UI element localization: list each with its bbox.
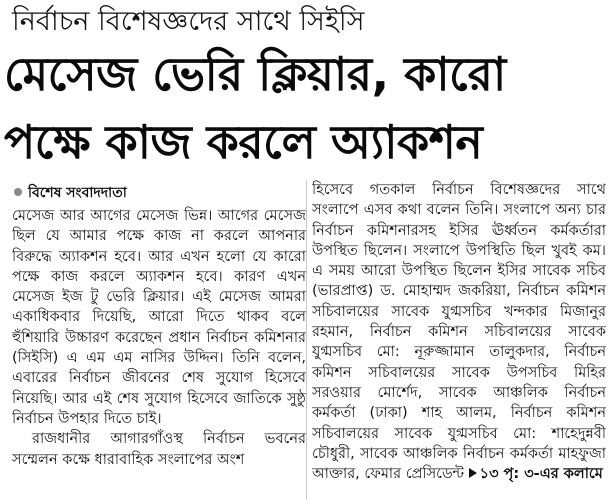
kicker-headline: নির্বাচন বিশেষজ্ঞদের সাথে সিইসি [12, 6, 365, 37]
headline-line-2: পক্ষে কাজ করলে অ্যাকশন [4, 115, 483, 169]
article-paragraph-1: মেসেজ আর আগের মেসেজ ভিন্ন। আগের মেসেজ ছিল যে আমার পক্ষে কাজ না করলে আপনার বিরুদ্ধে অ্যাকশন হবে। আর এখন হলো যে কারো পক্ষে কাজ করলে অ্যাকশন হবে। কারণ এখন মেসেজ ইজ টু ভেরি ক্লিয়ার। এই মেসেজ আমরা একাধিকবার দিয়েছি, আরো দিতে থাকব বলে হুঁশিয়ারি উচ্চারণ করেছেন প্রধান নির্বাচন কমিশনার (সিইসি) এ এম এম নাসির উদ্দিন। তিনি বলেন, এবারের নির্বাচন জীবনের শেষ সুযোগ হিসেবে নিয়েছি। আর এই শেষ সুযোগ হিসেবে জাতিকে সুষ্ঠু নির্বাচন উপহার দিতে চাই। [12, 208, 306, 427]
continuation-jump [469, 466, 603, 482]
article-paragraph-3 [312, 180, 606, 484]
article-column-right [312, 180, 606, 496]
continuation-text: ১৩ পৃ: ৩-এর কলামে [479, 466, 603, 483]
column-divider [306, 180, 307, 500]
article-paragraph-3-text: হিসেবে গতকাল নির্বাচন বিশেষজ্ঞদের সাথে সংলাপে এসব কথা বলেন তিনি। সংলাপে অন্য চার নির্বাচন কমিশনারসহ ইসির ঊর্ধ্বতন কর্মকর্তারা উপস্থিত ছিলেন। সংলাপে উপস্থিতি ছিল খুবই কম। এ সময় আরো উপস্থিত ছিলেন ইসির সাবেক সচিব (ভারপ্রাপ্ত) ড. মোহাম্মদ জকরিয়া, নির্বাচন কমিশন সচিবালয়ের সাবেক যুগ্মসচিব খন্দকার মিজানুর রহমান, নির্বাচন কমিশন সচিবালয়ের সাবেক যুগ্মসচিব মো: নূরুজ্জামান তালুকদার, নির্বাচন কমিশন সচিবালয়ের সাবেক উপসচিব মিহির সরওয়ার মোর্শেদ, সাবেক আঞ্চলিক নির্বাচন কর্মকর্তা (ঢাকা) শাহ আলম, নির্বাচন কমিশন সচিবালয়ের সাবেক যুগ্মসচিব মো: শাহেদুন্নবী চৌধুরী, সাবেক আঞ্চলিক নির্বাচন কর্মকর্তা মাহফুজা আক্তার, ফেমার প্রেসিডেন্ট [312, 182, 606, 483]
headline-line-1: মেসেজ ভেরি ক্লিয়ার, কারো [4, 47, 506, 101]
byline [14, 183, 127, 203]
play-triangle-icon [469, 468, 477, 478]
bullet-icon [14, 188, 22, 196]
article-column-left [12, 206, 306, 500]
byline-text: বিশেষ সংবাদদাতা [28, 185, 127, 201]
article-paragraph-2: রাজধানীর আগারগাঁওস্থ নির্বাচন ভবনের সম্মেলন কক্ষে ধারাবাহিক সংলাপের অংশ [12, 431, 306, 468]
